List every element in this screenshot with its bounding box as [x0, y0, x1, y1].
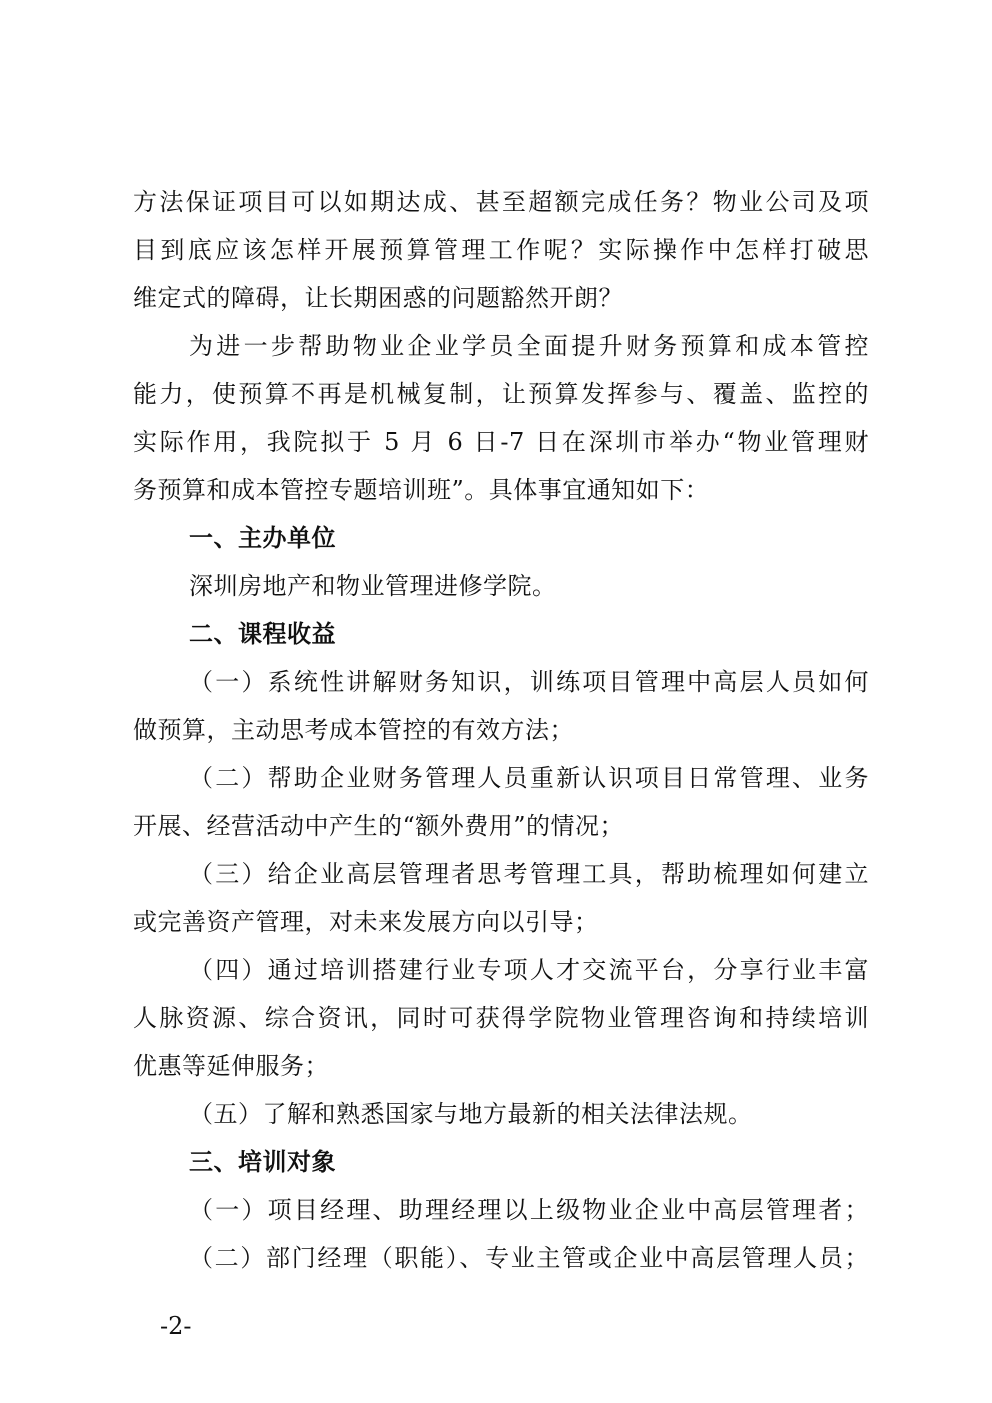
list-item-line: （四）通过培训搭建行业专项人才交流平台，分享行业丰富 [189, 956, 869, 984]
section-heading-audience: 三、培训对象 [189, 1148, 336, 1176]
paragraph-line: 方法保证项目可以如期达成、甚至超额完成任务？物业公司及项 [133, 188, 869, 216]
page-number: -2- [160, 1312, 192, 1340]
list-item-line: 或完善资产管理，对未来发展方向以引导； [133, 908, 599, 936]
paragraph-line: 深圳房地产和物业管理进修学院。 [189, 572, 557, 600]
list-item-line: （一）系统性讲解财务知识，训练项目管理中高层人员如何 [189, 668, 869, 696]
list-item-line: 开展、经营活动中产生的“额外费用”的情况； [133, 812, 625, 840]
paragraph-line: 实际作用，我院拟于 5 月 6 日-7 日在深圳市举办“物业管理财 [133, 428, 869, 456]
list-item-line: 人脉资源、综合资讯，同时可获得学院物业管理咨询和持续培训 [133, 1004, 869, 1032]
list-item-line: （二）部门经理（职能）、专业主管或企业中高层管理人员； [189, 1244, 869, 1272]
paragraph-line: 能力，使预算不再是机械复制，让预算发挥参与、覆盖、监控的 [133, 380, 869, 408]
list-item-line: （一）项目经理、助理经理以上级物业企业中高层管理者； [189, 1196, 869, 1224]
list-item-line: （三）给企业高层管理者思考管理工具，帮助梳理如何建立 [189, 860, 869, 888]
document-body [133, 178, 869, 1282]
list-item-line: 优惠等延伸服务； [133, 1052, 329, 1080]
paragraph-line: 维定式的障碍，让长期困惑的问题豁然开朗？ [133, 284, 623, 312]
section-heading-organizer: 一、主办单位 [189, 524, 336, 552]
list-item-line: （二）帮助企业财务管理人员重新认识项目日常管理、业务 [189, 764, 869, 792]
list-item-line: （五）了解和熟悉国家与地方最新的相关法律法规。 [189, 1100, 753, 1128]
paragraph-line: 务预算和成本管控专题培训班”。具体事宜通知如下： [133, 476, 710, 504]
list-item-line: 做预算，主动思考成本管控的有效方法； [133, 716, 574, 744]
paragraph-line: 目到底应该怎样开展预算管理工作呢？实际操作中怎样打破思 [133, 236, 869, 264]
section-heading-benefits: 二、课程收益 [189, 620, 336, 648]
paragraph-line: 为进一步帮助物业企业学员全面提升财务预算和成本管控 [189, 332, 869, 360]
